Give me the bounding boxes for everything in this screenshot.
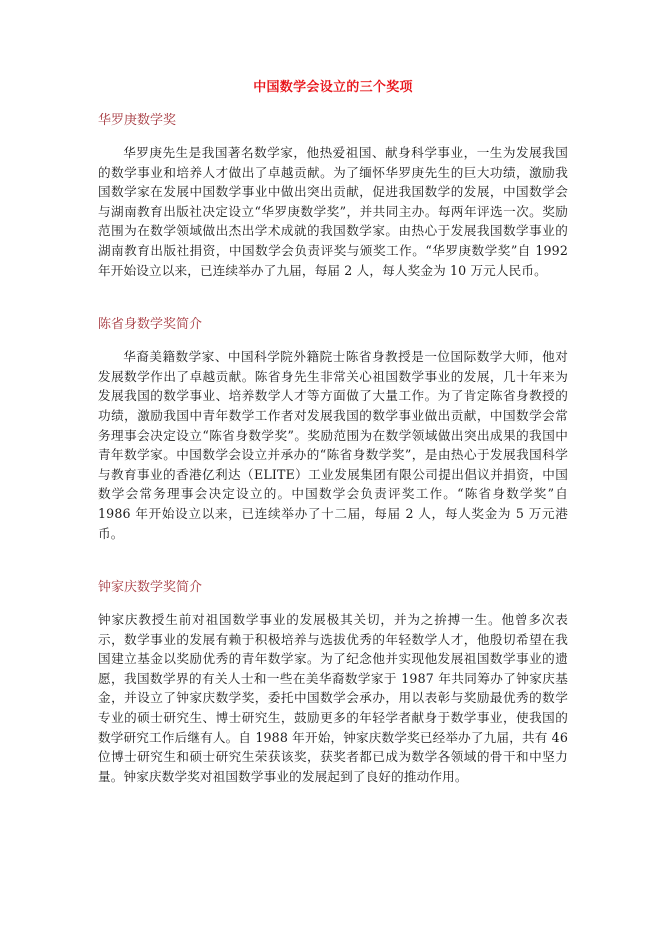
section-zhong-jiaqing-award <box>98 579 568 786</box>
section-heading: 钟家庆数学奖简介 <box>98 580 203 596</box>
section-chern-award <box>98 316 568 543</box>
section-body: 华罗庚先生是我国著名数学家，他热爱祖国、献身科学事业，一生为发展我国的数学事业和培养人才做出了卓越贡献。为了缅怀华罗庚先生的巨大功绩，激励我国数学家在发展中国数学事业中做出突出贡献，促进我国数学的发展，中国数学会与湖南教育出版社决定设立“华罗庚数学奖”，并共同主办。每两年评选一次。奖励范围为在数学领域做出杰出学术成就的我国数学家。由热心于发展我国数学事业的湖南教育出版社捐资，中国数学会负责评奖与颁奖工作。“华罗庚数学奖”自 1992 年开始设立以来，已连续举办了九届，每届 2 人，每人奖金为 10 万元人民币。 <box>98 145 568 278</box>
document-page <box>98 78 568 786</box>
spacer <box>98 543 568 579</box>
spacer <box>98 280 568 316</box>
section-heading: 陈省身数学奖简介 <box>98 317 203 333</box>
section-heading: 华罗庚数学奖 <box>98 113 177 128</box>
section-hua-luogeng-award <box>98 112 568 280</box>
section-body: 钟家庆教授生前对祖国数学事业的发展极其关切，并为之拚搏一生。他曾多次表示，数学事业的发展有赖于积极培养与选拔优秀的年轻数学人才，他殷切希望在我国建立基金以奖励优秀的青年数学家。为了纪念他并实现他发展祖国数学事业的遗愿，我国数学界的有关人士和一些在美华裔数学家于 1987 年共同筹办了钟家庆基金，并设立了钟家庆数学奖，委托中国数学会承办，用以表彰与奖励最优秀的数学专业的硕士研究生、博士研究生，鼓励更多的年轻学者献身于数学事业，使我国的数学研究工作后继有人。自 1988 年开始，钟家庆数学奖已经举办了九届，共有 46 位博士研究生和硕士研究生荣获该奖，获奖者都已成为数学各领域的骨干和中坚力量。钟家庆数学奖对祖国数学事业的发展起到了良好的推动作用。 <box>98 612 568 784</box>
document-title: 中国数学会设立的三个奖项 <box>253 80 413 95</box>
section-body: 华裔美籍数学家、中国科学院外籍院士陈省身教授是一位国际数学大师，他对发展数学作出了卓越贡献。陈省身先生非常关心祖国数学事业的发展，几十年来为发展我国的数学事业、培养数学人才等方面做了大量工作。为了肯定陈省身教授的功绩，激励我国中青年数学工作者对发展我国的数学事业做出贡献，中国数学会常务理事会决定设立“陈省身数学奖”。奖励范围为在数学领域做出突出成果的我国中青年数学家。中国数学会设立并承办的“陈省身数学奖”，是由热心于发展我国科学与教育事业的香港亿利达（ELITE）工业发展集团有限公司提出倡议并捐资，中国数学会常务理事会决定设立的。中国数学会负责评奖工作。“陈省身数学奖”自 1986 年开始设立以来，已连续举办了十二届，每届 2 人，每人奖金为 5 万元港币。 <box>98 349 568 541</box>
